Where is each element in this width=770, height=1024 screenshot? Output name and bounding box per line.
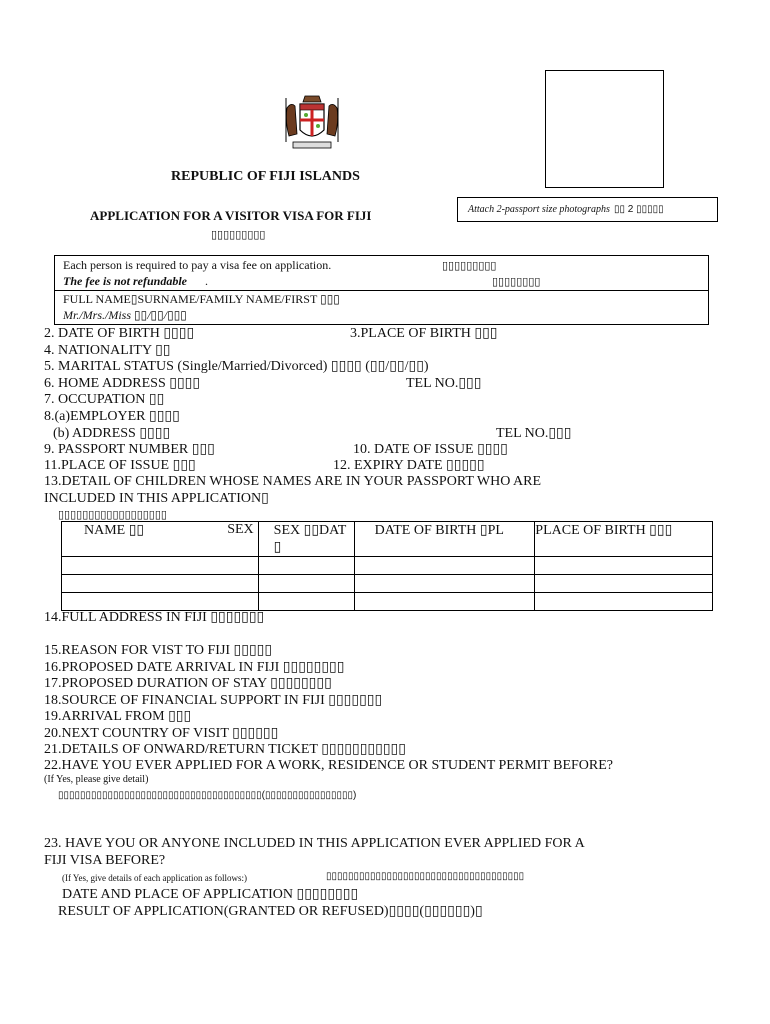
children-detail-label: 13.DETAIL OF CHILDREN WHOSE NAMES ARE IN YOUR PASSPORT WHO ARE [44,474,542,489]
financial-support-label: 18.SOURCE OF FINANCIAL SUPPORT IN FIJI ▯▯▯▯▯▯▯ [44,693,383,708]
date-of-issue-label: 10. DATE OF ISSUE ▯▯▯▯ [353,442,508,457]
col-sex-header: SEX ▯▯DAT ▯ [258,522,354,557]
passport-number-label: 9. PASSPORT NUMBER ▯▯▯ [44,442,215,457]
place-of-birth-label: 3.PLACE OF BIRTH ▯▯▯ [350,326,498,341]
visa-before-label: 23. HAVE YOU OR ANYONE INCLUDED IN THIS APPLICATION EVER APPLIED FOR A [44,836,585,851]
fee-notice: Each person is required to pay a visa fee on application. [63,258,332,272]
permit-before-label: 22.HAVE YOU EVER APPLIED FOR A WORK, RESIDENCE OR STUDENT PERMIT BEFORE? [44,758,613,773]
permit-before-note: (If Yes, please give detail) [44,774,149,785]
fee-refund-note-cn: ▯▯▯▯▯▯▯▯ [492,276,541,288]
col-pob-header: PLACE OF BIRTH ▯▯▯ [535,522,713,557]
place-of-issue-label: 11.PLACE OF ISSUE ▯▯▯ [44,458,196,473]
table-header-row [62,522,713,557]
onward-ticket-label: 21.DETAILS OF ONWARD/RETURN TICKET ▯▯▯▯▯▯▯▯▯▯▯ [44,742,406,757]
table-row [62,557,713,575]
visa-before-label-cont: FIJI VISA BEFORE? [44,853,166,868]
home-address-label: 6. HOME ADDRESS ▯▯▯▯ [44,376,201,391]
attach-photo-note-box [457,197,718,222]
next-country-label: 20.NEXT COUNTRY OF VISIT ▯▯▯▯▯▯ [44,726,279,741]
country-title: REPUBLIC OF FIJI ISLANDS [171,169,360,184]
employer-label: 8.(a)EMPLOYER ▯▯▯▯ [44,409,180,424]
permit-before-cn: ▯▯▯▯▯▯▯▯▯▯▯▯▯▯▯▯▯▯▯▯▯▯▯▯▯▯▯▯▯▯▯▯▯▯▯▯▯(▯▯▯▯▯▯▯▯▯▯▯▯▯▯▯▯) [58,790,357,801]
coat-of-arms-emblem [283,92,341,152]
full-name-label: FULL NAME▯SURNAME/FAMILY NAME/FIRST ▯▯▯ [63,292,340,306]
duration-of-stay-label: 17.PROPOSED DURATION OF STAY ▯▯▯▯▯▯▯▯ [44,676,332,691]
occupation-label: 7. OCCUPATION ▯▯ [44,392,165,407]
fee-box: Each person is required to pay a visa fee on application. ▯▯▯▯▯▯▯▯▯ The fee is not refundable . ▯▯▯▯▯▯▯▯ FULL NAME▯SURNAME/FAMILY NAME/FIRST ▯▯▯ Mr./Mrs./Miss ▯▯/▯▯/▯▯▯ [54,255,709,325]
children-table [61,521,713,611]
children-detail-label-cont: INCLUDED IN THIS APPLICATION▯ [44,491,269,506]
col-dob-header: DATE OF BIRTH ▯PL [354,522,535,557]
attach-note: Attach 2-passport size photographs [468,204,610,215]
employer-tel-label: TEL NO.▯▯▯ [496,426,572,441]
visa-before-note: (If Yes, give details of each application as follows:) [62,873,247,883]
children-detail-label-cn: ▯▯▯▯▯▯▯▯▯▯▯▯▯▯▯▯▯▯ [58,509,167,521]
marital-status-label: 5. MARITAL STATUS (Single/Married/Divorced) ▯▯▯▯ (▯▯/▯▯/▯▯) [44,359,429,374]
arrival-from-label: 19.ARRIVAL FROM ▯▯▯ [44,709,192,724]
table-row [62,593,713,611]
employer-address-label: (b) ADDRESS ▯▯▯▯ [53,426,171,441]
fee-notice-cn: ▯▯▯▯▯▯▯▯▯ [442,260,497,272]
photo-box [545,70,664,188]
date-of-birth-label: 2. DATE OF BIRTH ▯▯▯▯ [44,326,195,341]
form-title: APPLICATION FOR A VISITOR VISA FOR FIJI [90,208,372,223]
nationality-label: 4. NATIONALITY ▯▯ [44,343,171,358]
arrival-date-label: 16.PROPOSED DATE ARRIVAL IN FIJI ▯▯▯▯▯▯▯▯ [44,660,345,675]
full-address-fiji-label: 14.FULL ADDRESS IN FIJI ▯▯▯▯▯▯▯ [44,610,265,625]
fee-box-divider [55,290,708,291]
title-options-label: Mr./Mrs./Miss ▯▯/▯▯/▯▯▯ [63,308,187,322]
visa-before-cn: ▯▯▯▯▯▯▯▯▯▯▯▯▯▯▯▯▯▯▯▯▯▯▯▯▯▯▯▯▯▯▯▯▯▯▯▯ [326,871,525,882]
fee-refund-note: The fee is not refundable [63,274,187,288]
col-name-header: NAME ▯▯ SEX [62,522,259,557]
application-result-label: RESULT OF APPLICATION(GRANTED OR REFUSED)▯▯▯▯(▯▯▯▯▯▯)▯ [58,904,483,919]
attach-note-cn: ▯▯ 2 ▯▯▯▯▯ [614,204,664,215]
expiry-date-label: 12. EXPIRY DATE ▯▯▯▯▯ [333,458,485,473]
application-date-place-label: DATE AND PLACE OF APPLICATION ▯▯▯▯▯▯▯▯ [62,887,359,902]
form-title-cn: ▯▯▯▯▯▯▯▯▯ [211,229,266,241]
table-row [62,575,713,593]
home-tel-label: TEL NO.▯▯▯ [406,376,482,391]
reason-for-visit-label: 15.REASON FOR VIST TO FIJI ▯▯▯▯▯ [44,643,273,658]
